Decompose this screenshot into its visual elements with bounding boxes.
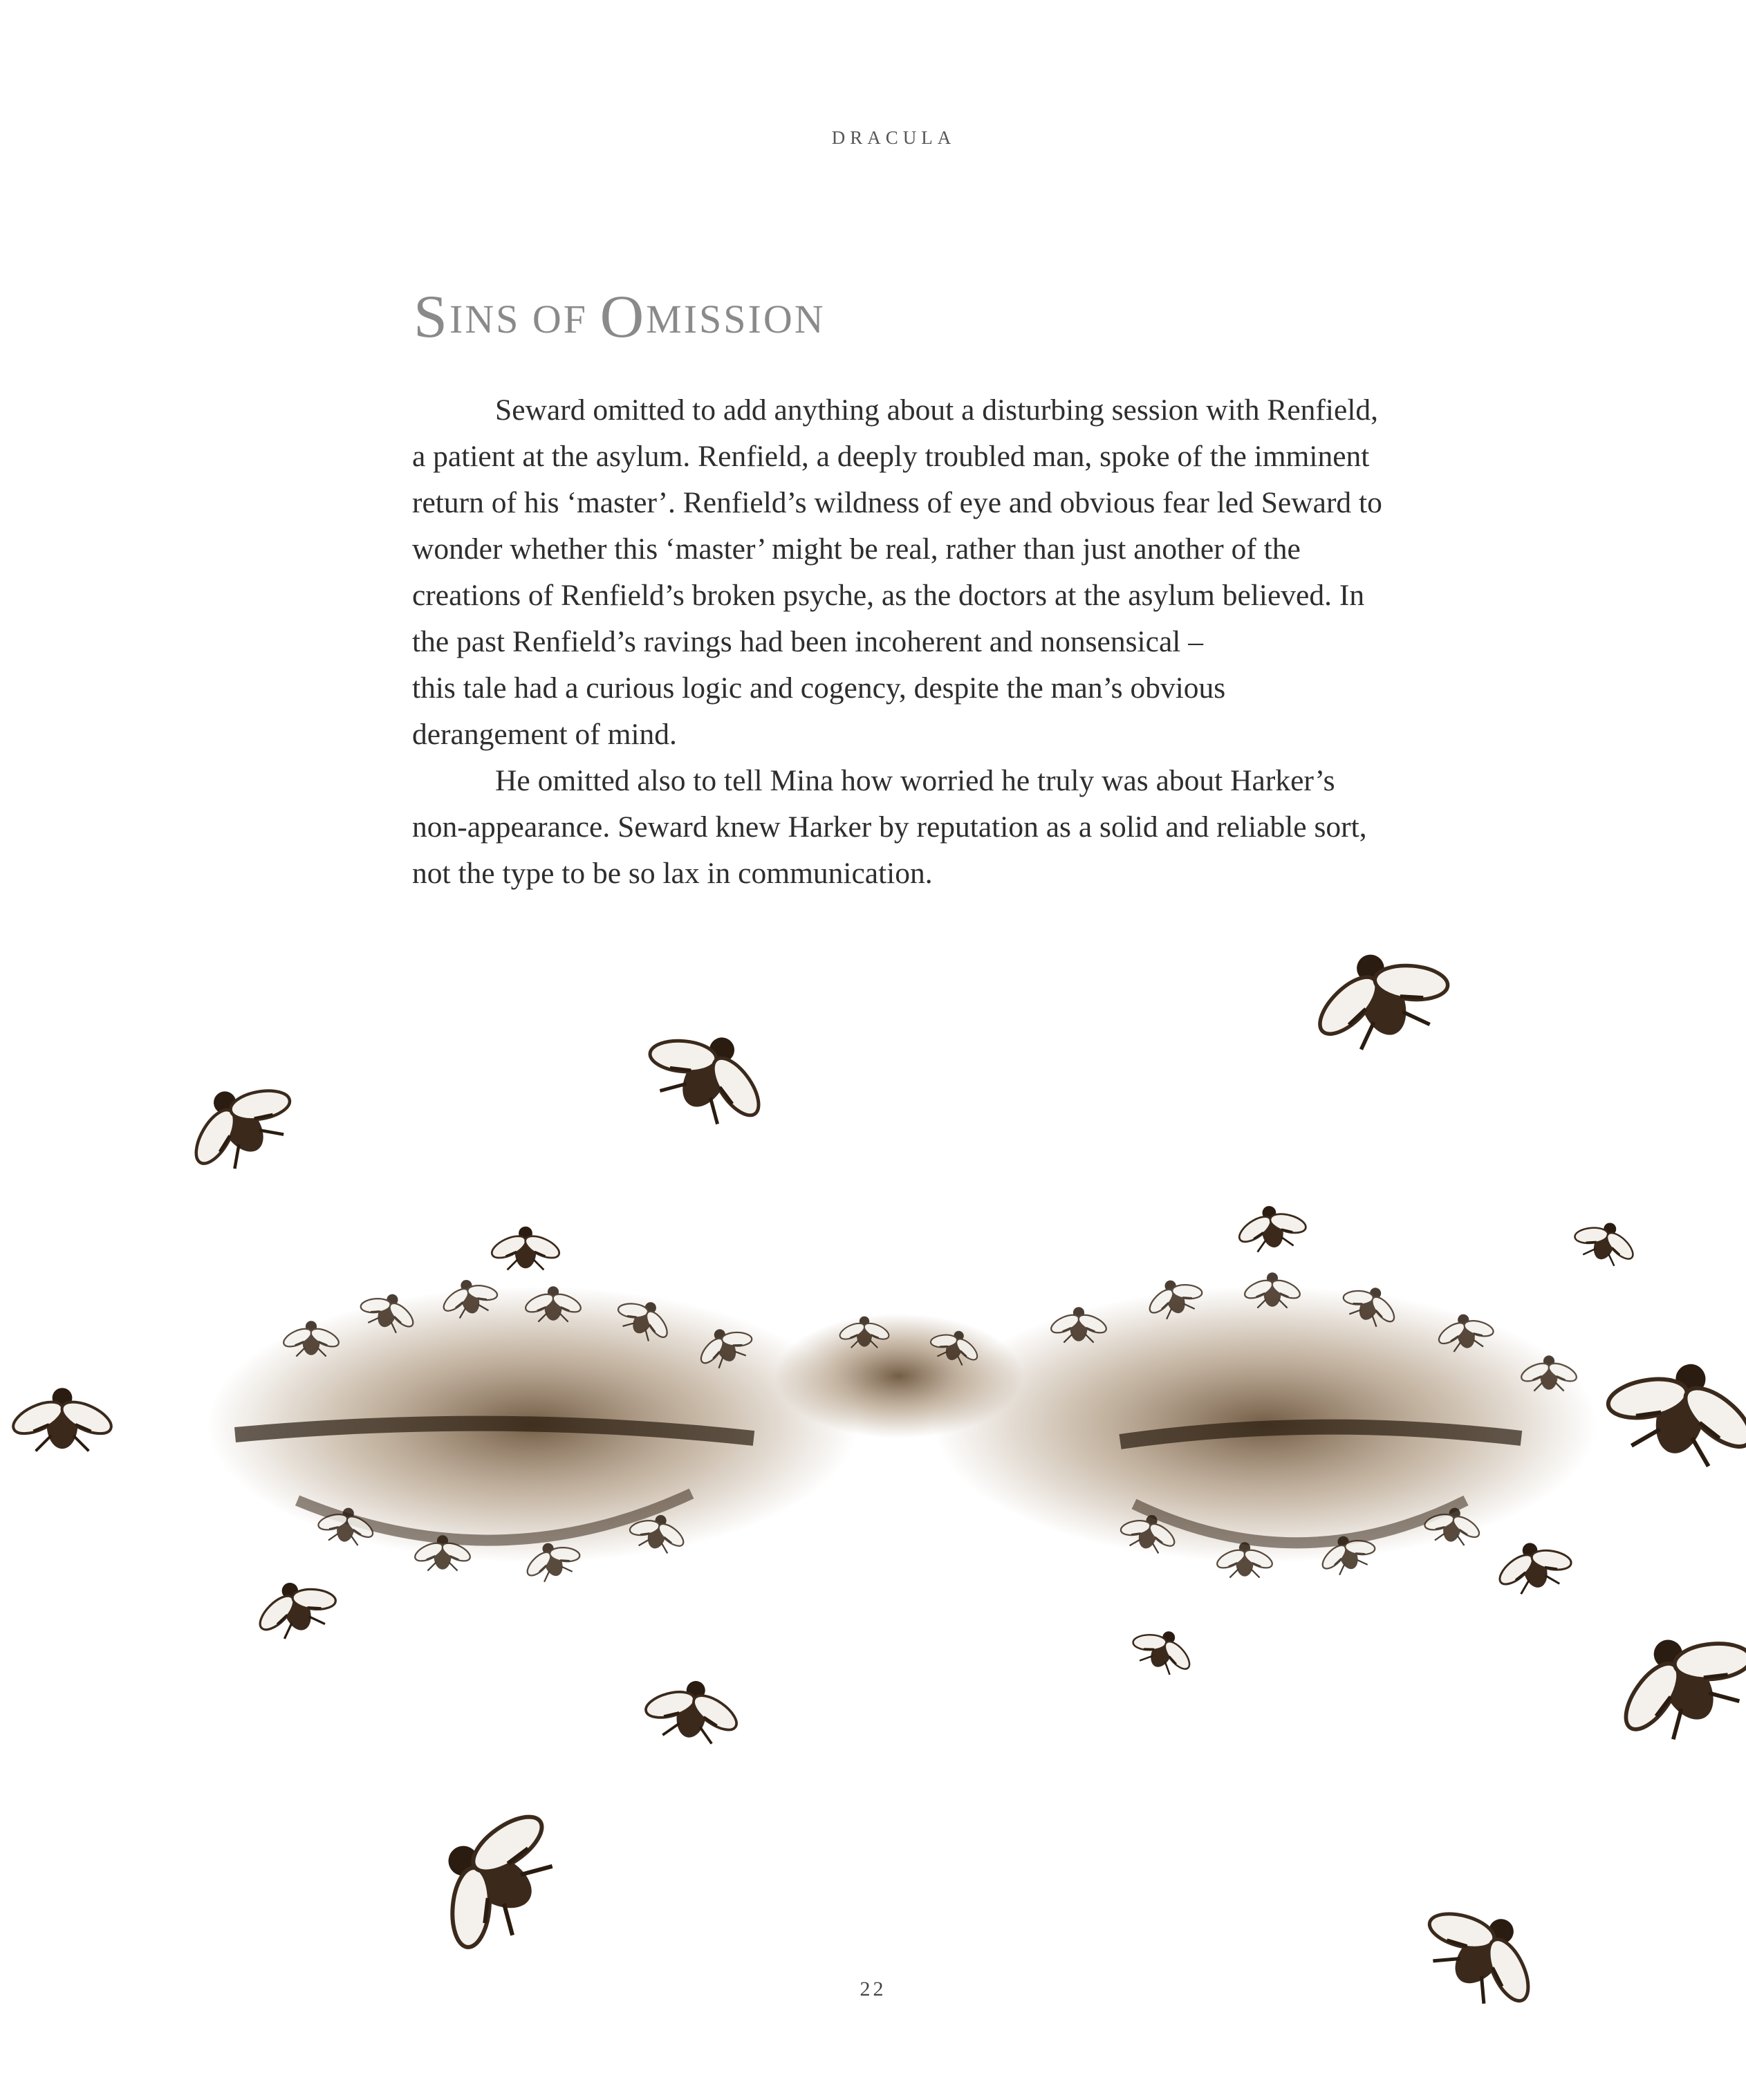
bridge-swarm [774, 1314, 1023, 1438]
title-drop-cap: S [414, 284, 449, 351]
running-head: DRACULA [831, 127, 956, 148]
paragraph-continuation: this tale had a curious logic and cogency, despite the man’s obvious derangement of mind. [412, 671, 1226, 751]
left-eye-swarm [207, 1286, 857, 1563]
paragraph: Seward omitted to add anything about a disturbing session with Renfield, a patient at the asylum. Renfield, a deeply troubled man, spoke of the imminent return of his ‘master’. Renfield’s wildness of eye and obvious fear led Seward to wonder whether this ‘master’ might be real, rather than just another of the creations of Renfield’s broken psyche, as the doctors at the asylum believed. In the past Renfield’s ravings had been incoherent and nonsensical – [412, 393, 1382, 658]
title-drop-cap: O [600, 284, 647, 351]
paragraph: He omitted also to tell Mina how worried he truly was about Harker’s non-appearance. Seward knew Harker by reputation as a solid and reliable sort, not the type to be so lax in communication. [412, 764, 1367, 890]
title-text-part: INS OF [449, 297, 600, 342]
page-number: 22 [860, 1978, 886, 2000]
right-eye-swarm [934, 1286, 1597, 1563]
title-text-part: MISSION [646, 297, 826, 342]
